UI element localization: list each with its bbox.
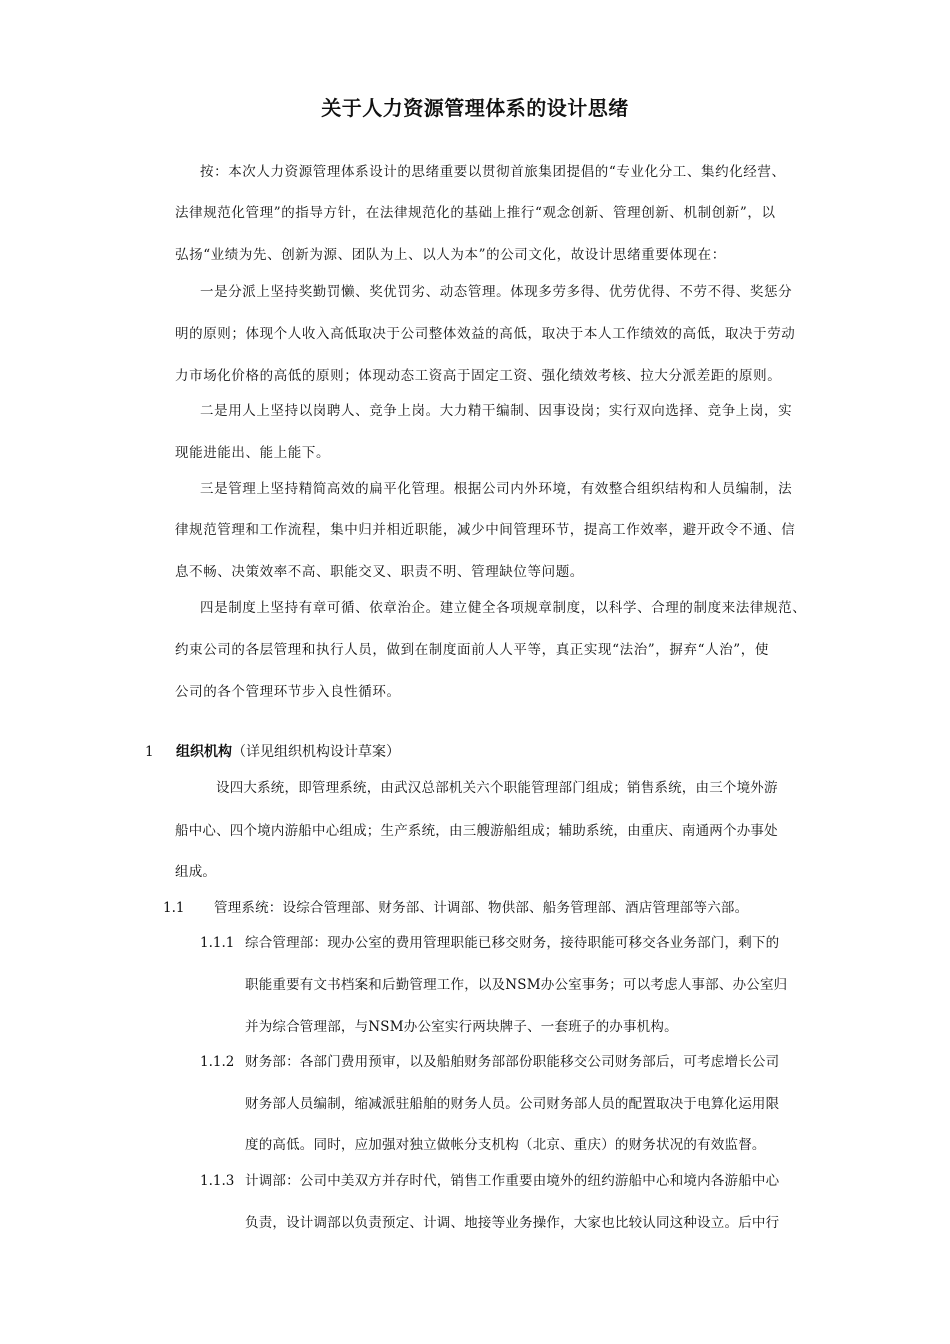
section-1-note: （详见组织机构设计草案） (232, 744, 400, 760)
intro-p1-line-2: 法律规范化管理”的指导方针，在法律规范化的基础上推行“观念创新、管理创新、机制创新”，以 (175, 205, 776, 221)
intro-p2-line-2: 明的原则；体现个人收入高低取决于公司整体效益的高低，取决于本人工作绩效的高低，取决于劳动 (175, 326, 796, 342)
section-1-body-line-3: 组成。 (175, 864, 217, 880)
section-1-1-1-line-2: 职能重要有文书档案和后勤管理工作，以及NSM办公室事务；可以考虑人事部、办公室归 (245, 977, 788, 993)
section-1-1-number: 1.1 (163, 900, 185, 916)
section-1-body-line-1: 设四大系统，即管理系统，由武汉总部机关六个职能管理部门组成；销售系统，由三个境外游 (216, 780, 778, 796)
intro-p4-line-1: 三是管理上坚持精简高效的扁平化管理。根据公司内外环境，有效整合组织结构和人员编制，法 (200, 481, 793, 497)
intro-p2-line-1: 一是分派上坚持奖勤罚懒、奖优罚劣、动态管理。体现多劳多得、优劳优得、不劳不得、奖惩分 (200, 284, 793, 300)
section-1-1-3-line-1: 计调部：公司中美双方并存时代，销售工作重要由境外的纽约游船中心和境内各游船中心 (245, 1173, 780, 1189)
section-1-1-2-line-2: 财务部人员编制，缩减派驻船舶的财务人员。公司财务部人员的配置取决于电算化运用限 (245, 1096, 780, 1112)
intro-p5-line-3: 公司的各个管理环节步入良性循环。 (175, 684, 401, 700)
document-title: 关于人力资源管理体系的设计思绪 (321, 96, 629, 120)
section-1-1-1-line-3: 并为综合管理部，与NSM办公室实行两块牌子、一套班子的办事机构。 (245, 1019, 678, 1035)
intro-p2-line-3: 力市场化价格的高低的原则；体现动态工资高于固定工资、强化绩效考核、拉大分派差距的原则。 (175, 368, 782, 384)
section-1-title: 组织机构 (176, 744, 232, 760)
intro-p5-line-2: 约束公司的各层管理和执行人员，做到在制度面前人人平等，真正实现“法治”，摒弃“人治”，使 (175, 642, 770, 658)
section-1-1-3-line-2: 负责，设计调部以负责预定、计调、地接等业务操作，大家也比较认同这种设立。后中行 (245, 1215, 780, 1231)
intro-p1-line-1: 按：本次人力资源管理体系设计的思绪重要以贯彻首旅集团提倡的“专业化分工、集约化经营、 (200, 164, 786, 180)
section-1-1-2-line-1: 财务部：各部门费用预审，以及船舶财务部部份职能移交公司财务部后，可考虑增长公司 (245, 1054, 780, 1070)
section-1-body-line-2: 船中心、四个境内游船中心组成；生产系统，由三艘游船组成；辅助系统，由重庆、南通两个办事处 (175, 823, 778, 839)
intro-p3-line-2: 现能进能出、能上能下。 (175, 445, 331, 461)
section-1-number: 1 (145, 744, 154, 760)
section-1-1-2-number: 1.1.2 (200, 1054, 235, 1070)
section-1-1-3-number: 1.1.3 (200, 1173, 235, 1189)
intro-p5-line-1: 四是制度上坚持有章可循、依章治企。建立健全各项规章制度，以科学、合理的制度来法律规范、 (200, 600, 807, 616)
section-1-heading (176, 742, 400, 762)
intro-p4-line-2: 律规范管理和工作流程，集中归并相近职能，减少中间管理环节，提高工作效率，避开政令不通、信 (175, 522, 796, 538)
section-1-1-1-number: 1.1.1 (200, 935, 235, 951)
section-1-1-text: 管理系统：设综合管理部、财务部、计调部、物供部、船务管理部、酒店管理部等六部。 (214, 900, 749, 916)
intro-p3-line-1: 二是用人上坚持以岗聘人、竞争上岗。大力精干编制、因事设岗；实行双向选择、竞争上岗，实 (200, 403, 793, 419)
section-1-1-1-line-1: 综合管理部：现办公室的费用管理职能已移交财务，接待职能可移交各业务部门，剩下的 (245, 935, 780, 951)
intro-p1-line-3: 弘扬“业绩为先、创新为源、团队为上、以人为本”的公司文化，故设计思绪重要体现在： (175, 247, 726, 263)
intro-p4-line-3: 息不畅、决策效率不高、职能交叉、职责不明、管理缺位等问题。 (175, 564, 584, 580)
section-1-1-2-line-3: 度的高低。同时，应加强对独立做帐分支机构（北京、重庆）的财务状况的有效监督。 (245, 1137, 766, 1153)
